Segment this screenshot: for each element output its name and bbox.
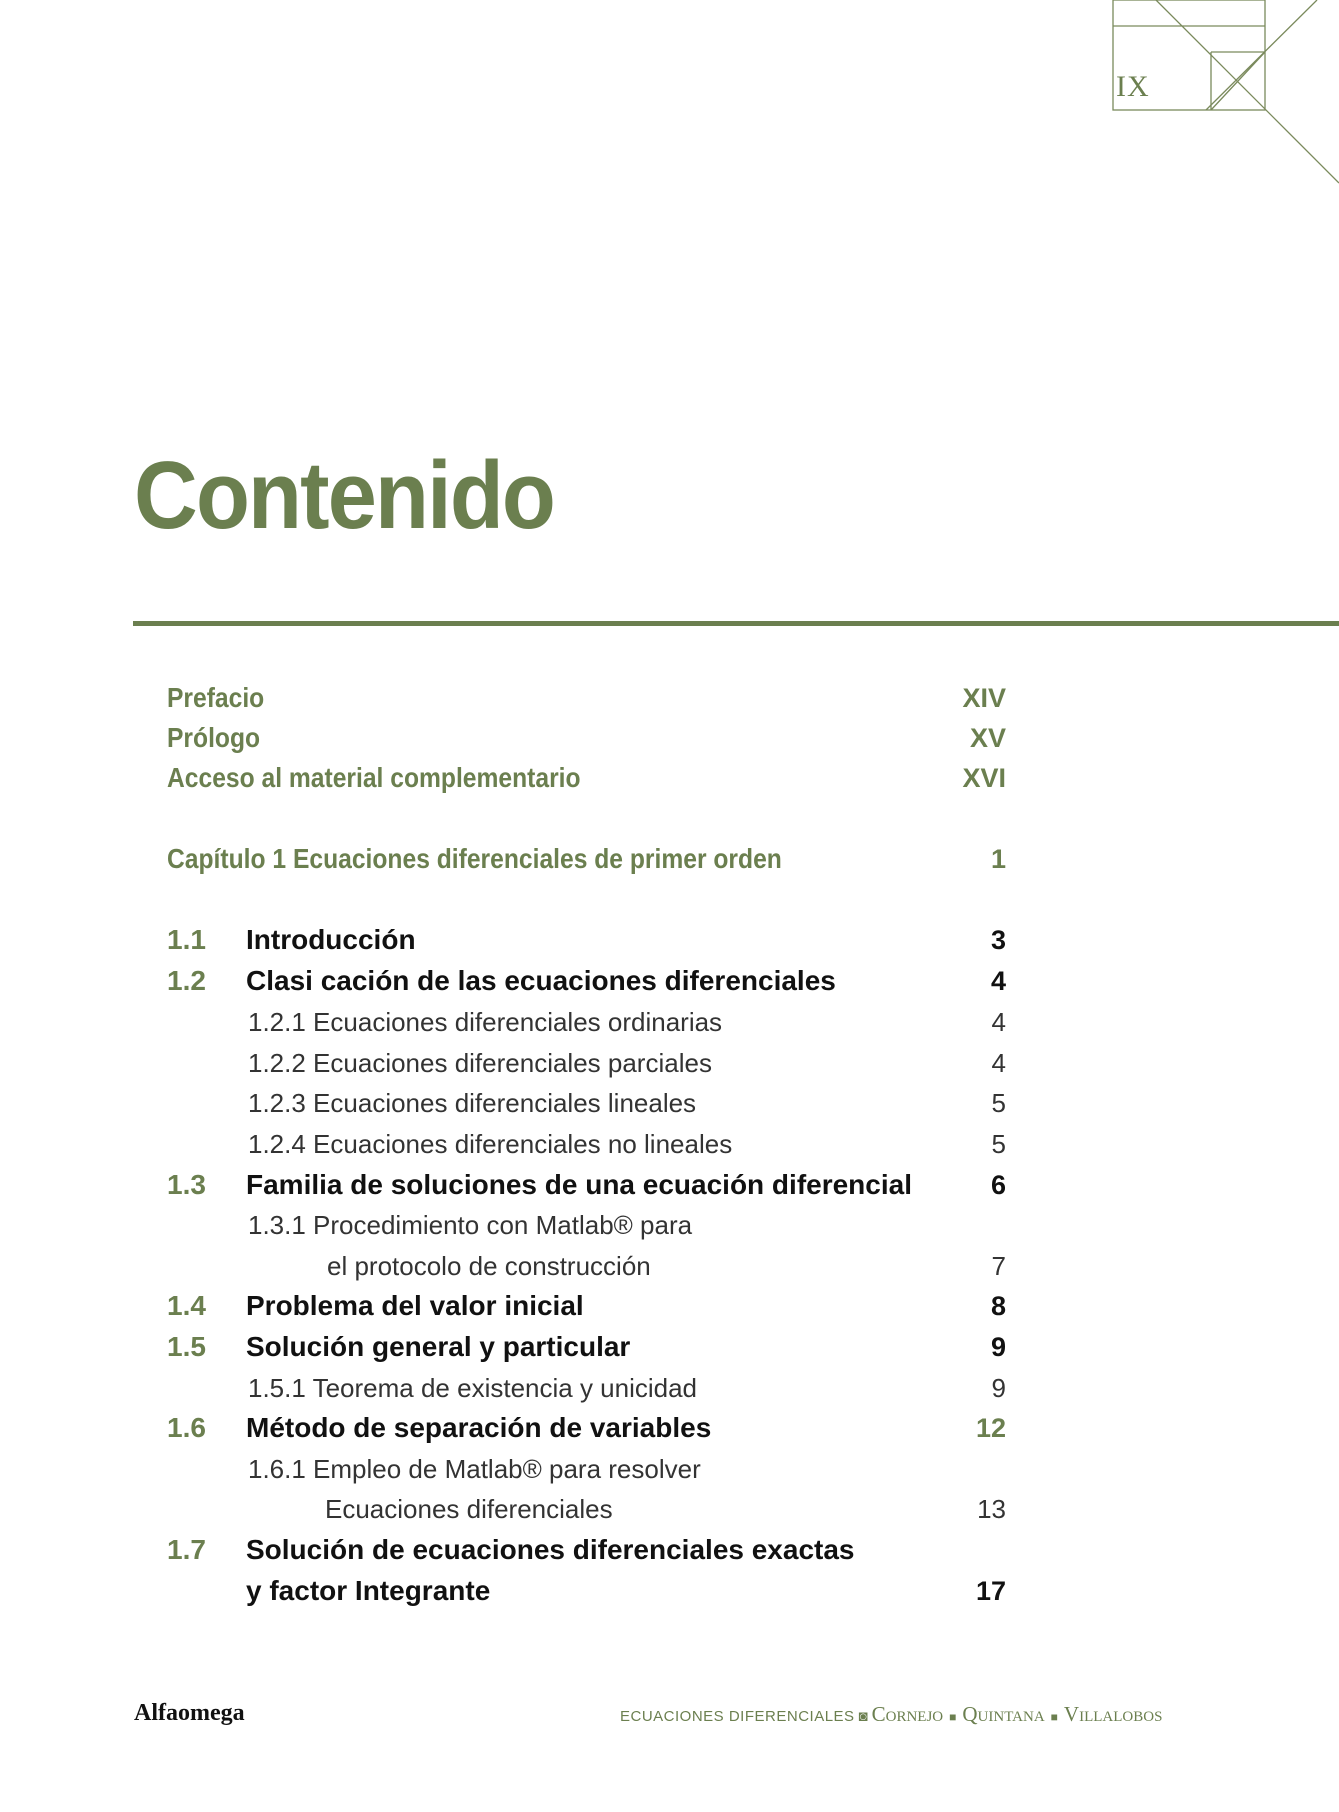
toc-subsection-page: 13: [977, 1494, 1006, 1524]
toc-section-number: 1.1: [167, 924, 206, 955]
toc-section-row: [0, 923, 1339, 957]
toc-front-prologo: [0, 721, 1339, 755]
toc-subsection-page: 4: [991, 1048, 1006, 1078]
toc-section-row: [0, 1411, 1339, 1445]
toc-section-title: Familia de soluciones de una ecuación diferencial: [246, 1169, 912, 1200]
page-number: IX: [1116, 70, 1150, 103]
toc-subsection-row: [0, 1492, 1339, 1526]
toc-section-row: [0, 1289, 1339, 1323]
toc-subsection-row: [0, 1086, 1339, 1120]
toc-chapter: [0, 842, 1339, 876]
book-title: ECUACIONES DIFERENCIALES: [620, 1708, 855, 1725]
title-rule: [133, 621, 1339, 626]
author-name: Quintana: [962, 1702, 1045, 1726]
toc-section-title: Problema del valor inicial: [246, 1290, 584, 1321]
toc-subsection-row: [0, 1046, 1339, 1080]
toc-section-number: 1.2: [167, 965, 206, 996]
running-footer: [620, 1702, 1162, 1727]
toc-section-page: 12: [975, 1413, 1006, 1443]
toc-chapter-page: 1: [990, 844, 1006, 874]
author-name: Villalobos: [1063, 1702, 1163, 1726]
toc-subsection-page: 9: [991, 1373, 1006, 1403]
toc-subsection-page: 7: [991, 1251, 1006, 1281]
toc-subsection-row: [0, 1127, 1339, 1161]
toc-subsection-row: [0, 1005, 1339, 1039]
toc-section-page: 3: [990, 925, 1006, 955]
toc-front-label: Acceso al material complementario: [167, 762, 581, 793]
toc-section-title: y factor Integrante: [246, 1575, 491, 1606]
toc-subsection-page: 5: [991, 1088, 1006, 1118]
toc-front-prefacio: [0, 681, 1339, 715]
bullet-icon: ■: [949, 1710, 957, 1724]
toc-front-page: XV: [969, 723, 1006, 753]
toc-section-row: [0, 1533, 1339, 1567]
toc-chapter-label: Capítulo 1 Ecuaciones diferenciales de primer orden: [167, 843, 782, 874]
toc-front-page: XIV: [962, 683, 1006, 713]
toc-subsection-page: 4: [991, 1007, 1006, 1037]
toc-section-row: [0, 1168, 1339, 1202]
bullet-icon: ■: [1050, 1710, 1058, 1724]
toc-section-title: Solución general y particular: [246, 1331, 631, 1362]
toc-subsection-title: 1.6.1 Empleo de Matlab® para resolver: [248, 1454, 701, 1484]
toc-subsection-title: 1.2.1 Ecuaciones diferenciales ordinarias: [248, 1007, 723, 1037]
toc-section-title: Introducción: [246, 924, 416, 955]
publisher-logo: Alfaomega: [134, 1700, 245, 1726]
toc-front-acceso: [0, 761, 1339, 795]
toc-subsection-title: 1.5.1 Teorema de existencia y unicidad: [248, 1373, 698, 1403]
toc-subsection-title: 1.3.1 Procedimiento con Matlab® para: [248, 1210, 693, 1240]
toc-subsection-title: el protocolo de construcción: [327, 1251, 651, 1281]
toc-front-label: Prefacio: [167, 682, 265, 713]
toc-section-title: Clasi cación de las ecuaciones diferenciales: [246, 965, 836, 996]
toc-subsection-title: Ecuaciones diferenciales: [325, 1494, 613, 1524]
toc-section-page: 8: [990, 1291, 1006, 1321]
toc-section-title: Método de separación de variables: [246, 1412, 712, 1443]
toc-section-row: [0, 1574, 1339, 1608]
toc-subsection-title: 1.2.4 Ecuaciones diferenciales no lineales: [248, 1129, 733, 1159]
toc-section-number: 1.7: [167, 1534, 206, 1565]
toc-section-number: 1.3: [167, 1169, 206, 1200]
toc-section-page: 6: [990, 1170, 1006, 1200]
toc-section-number: 1.4: [167, 1290, 206, 1321]
toc-subsection-row: [0, 1208, 1339, 1242]
toc-section-page: 17: [975, 1576, 1006, 1606]
toc-section-title: Solución de ecuaciones diferenciales exactas: [246, 1534, 855, 1565]
square-bullet-icon: ◙: [858, 1709, 868, 1725]
toc-front-page: XVI: [962, 763, 1006, 793]
toc-subsection-title: 1.2.3 Ecuaciones diferenciales lineales: [248, 1088, 697, 1118]
toc-section-number: 1.6: [167, 1412, 206, 1443]
toc-section-number: 1.5: [167, 1331, 206, 1362]
toc-subsection-row: [0, 1249, 1339, 1283]
author-name: Cornejo: [871, 1702, 944, 1726]
toc-section-row: [0, 964, 1339, 998]
toc-section-page: 4: [990, 966, 1006, 996]
toc-front-label: Prólogo: [167, 722, 261, 753]
toc-subsection-page: 5: [991, 1129, 1006, 1159]
toc-section-row: [0, 1330, 1339, 1364]
page-title: Contenido: [134, 442, 555, 549]
toc-subsection-title: 1.2.2 Ecuaciones diferenciales parciales: [248, 1048, 712, 1078]
toc-section-page: 9: [990, 1332, 1006, 1362]
toc-subsection-row: [0, 1371, 1339, 1405]
toc-subsection-row: [0, 1452, 1339, 1486]
